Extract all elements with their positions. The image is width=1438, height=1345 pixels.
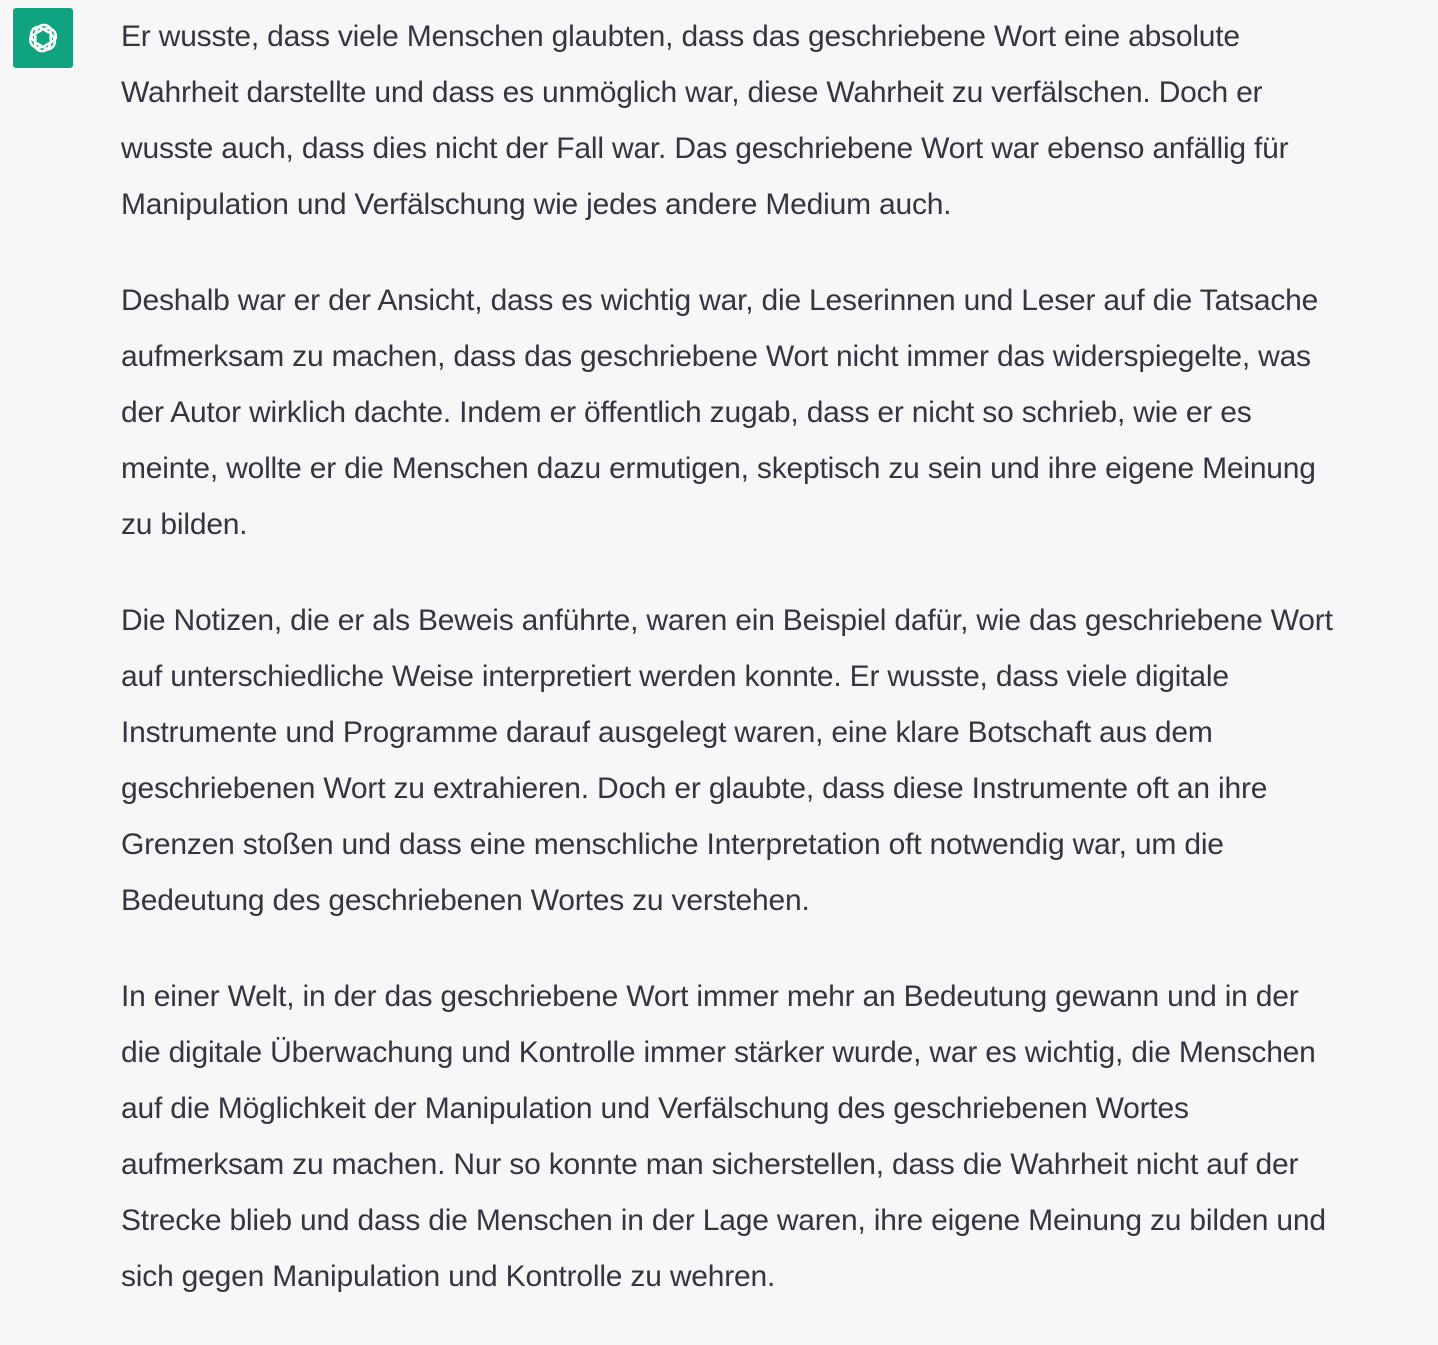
text-line: Die Notizen, die er als Beweis anführte, waren ein Beispiel dafür, wie das geschriebene Wort bbox=[121, 604, 1333, 637]
text-line: sich gegen Manipulation und Kontrolle zu wehren. bbox=[121, 1260, 776, 1293]
text-line: Bedeutung des geschriebenen Wortes zu verstehen. bbox=[121, 884, 810, 917]
text-line: wusste auch, dass dies nicht der Fall war. Das geschriebene Wort war ebenso anfällig für bbox=[121, 132, 1289, 165]
text-line: Deshalb war er der Ansicht, dass es wichtig war, die Leserinnen und Leser auf die Tatsache bbox=[121, 284, 1319, 317]
text-line: auf unterschiedliche Weise interpretiert werden konnte. Er wusste, dass viele digitale bbox=[121, 660, 1229, 693]
text-line: In einer Welt, in der das geschriebene Wort immer mehr an Bedeutung gewann und in der bbox=[121, 980, 1299, 1013]
text-line: der Autor wirklich dachte. Indem er öffentlich zugab, dass er nicht so schrieb, wie er es bbox=[121, 396, 1252, 429]
text-line: Strecke blieb und dass die Menschen in der Lage waren, ihre eigene Meinung zu bilden und bbox=[121, 1204, 1326, 1237]
assistant-avatar bbox=[13, 8, 73, 68]
text-line: Grenzen stoßen und dass eine menschliche Interpretation oft notwendig war, um die bbox=[121, 828, 1224, 861]
text-line: meinte, wollte er die Menschen dazu ermutigen, skeptisch zu sein und ihre eigene Meinung bbox=[121, 452, 1316, 485]
paragraph-4 bbox=[121, 969, 1421, 1305]
message-content bbox=[121, 9, 1421, 1345]
text-line: zu bilden. bbox=[121, 508, 248, 541]
text-line: Er wusste, dass viele Menschen glaubten, dass das geschriebene Wort eine absolute bbox=[121, 20, 1240, 53]
text-line: Wahrheit darstellte und dass es unmöglich war, diese Wahrheit zu verfälschen. Doch er bbox=[121, 76, 1263, 109]
paragraph-3 bbox=[121, 593, 1421, 929]
paragraph-2 bbox=[121, 273, 1421, 553]
text-line: Manipulation und Verfälschung wie jedes andere Medium auch. bbox=[121, 188, 952, 221]
text-line: aufmerksam zu machen, dass das geschriebene Wort nicht immer das widerspiegelte, was bbox=[121, 340, 1311, 373]
text-line: geschriebenen Wort zu extrahieren. Doch er glaubte, dass diese Instrumente oft an ihre bbox=[121, 772, 1268, 805]
text-line: Instrumente und Programme darauf ausgelegt waren, eine klare Botschaft aus dem bbox=[121, 716, 1213, 749]
text-line: aufmerksam zu machen. Nur so konnte man sicherstellen, dass die Wahrheit nicht auf der bbox=[121, 1148, 1299, 1181]
paragraph-1 bbox=[121, 9, 1421, 233]
text-line: auf die Möglichkeit der Manipulation und Verfälschung des geschriebenen Wortes bbox=[121, 1092, 1189, 1125]
text-line: die digitale Überwachung und Kontrolle immer stärker wurde, war es wichtig, die Menschen bbox=[121, 1036, 1316, 1069]
openai-logo-icon bbox=[23, 18, 63, 58]
